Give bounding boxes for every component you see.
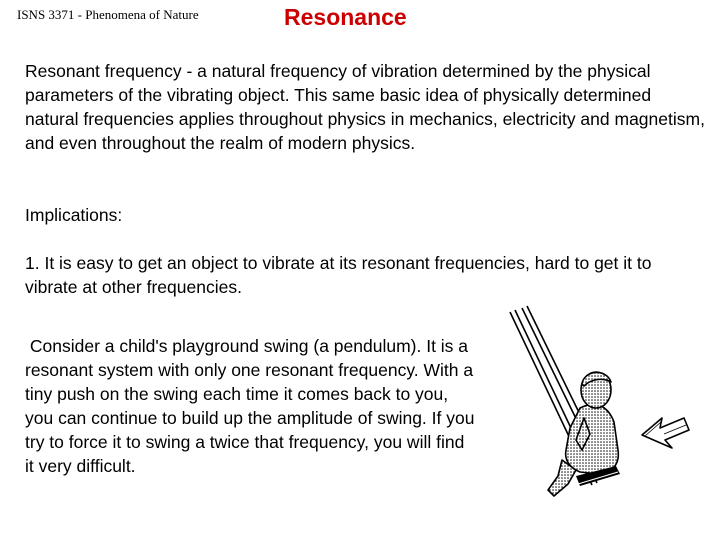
swing-example-paragraph — [25, 334, 475, 478]
implications-heading: Implications: — [25, 205, 123, 225]
definition-paragraph: Resonant frequency - a natural frequency of vibration determined by the physical parameters of the vibrating object. This same basic idea of physically determined natural frequencies applies throughout physics in mechanics, electricity and magnetism, and even throughout the realm of modern physics. — [25, 61, 705, 153]
slide-title: Resonance — [284, 4, 407, 30]
implication-point-one: 1. It is easy to get an object to vibrate at its resonant frequencies, hard to get it to vibrate at other frequencies. — [25, 253, 652, 297]
child-swing-illustration — [492, 300, 702, 525]
swing-example-text: Consider a child's playground swing (a pendulum). It is a resonant system with only one resonant frequency. With a tiny push on the swing each time it comes back to you, you can continue to build up the amplitude of swing. If you try to force it to swing a twice that frequency, you will find it very difficult. — [25, 336, 475, 476]
push-arrow-icon — [642, 418, 689, 448]
course-header: ISNS 3371 - Phenomena of Nature — [17, 7, 199, 22]
